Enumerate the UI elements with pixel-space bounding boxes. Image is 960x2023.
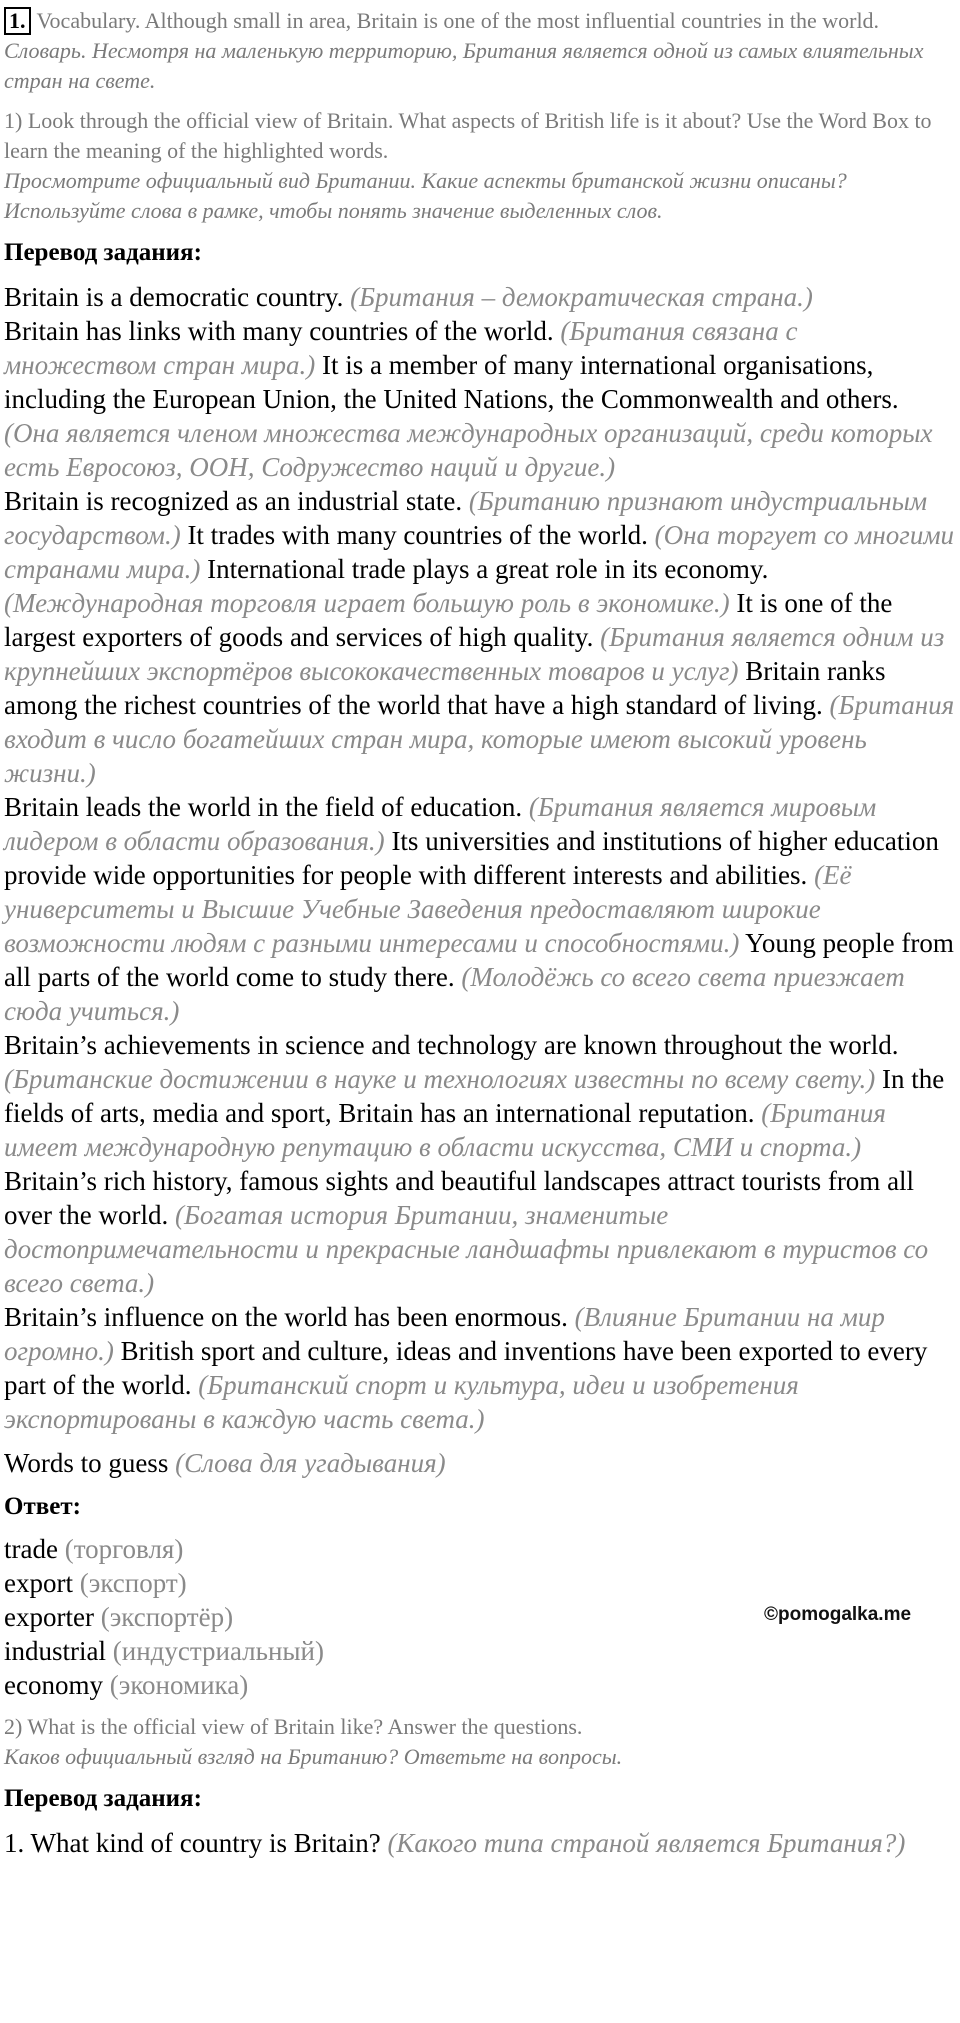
english-sentence: Britain’s influence on the world has been enormous.	[4, 1302, 575, 1332]
english-sentence: Its universities and institutions of higher education provide wide opportunities for people with different interests and abilities.	[4, 826, 939, 890]
russian-translation: (Молодёжь со всего света приезжает сюда учиться.)	[4, 962, 905, 1026]
answer-word-list	[4, 1532, 956, 1702]
russian-translation: (Британия является одним из крупнейших экспортёров высококачественных товаров и услуг)	[4, 622, 945, 686]
translated-text	[4, 280, 956, 1436]
paragraph	[4, 1164, 956, 1300]
part-1-russian: Просмотрите официальный вид Британии. Какие аспекты британской жизни описаны? Используйте слова в рамке, чтобы понять значение выделенных слов.	[4, 168, 847, 223]
english-sentence: Young people from all parts of the world come to study there.	[4, 928, 954, 992]
task-1-russian: Словарь. Несмотря на маленькую территорию, Британия является одной из самых влиятельных стран на свете.	[4, 38, 924, 93]
answer-word: trade (торговля)	[4, 1534, 184, 1564]
paragraph	[4, 280, 956, 314]
task-1-english: Vocabulary. Although small in area, Britain is one of the most influential countries in the world.	[36, 8, 880, 33]
english-sentence: Britain’s rich history, famous sights and beautiful landscapes attract tourists from all over the world.	[4, 1166, 915, 1230]
russian-translation: (Она торгует со многими странами мира.)	[4, 520, 955, 584]
russian-translation: (Британия входит в число богатейших стран мира, которые имеют высокий уровень жизни.)	[4, 690, 955, 788]
words-to-guess-line	[4, 1446, 956, 1480]
words-to-guess-english: Words to guess	[4, 1448, 176, 1478]
part-1-instruction	[4, 106, 956, 226]
answer-header: Ответ:	[4, 1493, 81, 1520]
english-sentence: Britain has links with many countries of the world.	[4, 316, 561, 346]
russian-translation: (Её университеты и Высшие Учебные Заведения предоставляют широкие возможности людям с разными интересами и способностями.)	[4, 860, 852, 958]
russian-translation: (Британские достижении в науке и технологиях известны по всему свету.)	[4, 1064, 876, 1094]
words-to-guess-russian: (Слова для угадывания)	[175, 1448, 446, 1478]
question-1-russian: (Какого типа страной является Британия?)	[387, 1828, 906, 1858]
question-1-english: 1. What kind of country is Britain?	[4, 1828, 388, 1858]
english-sentence: Britain is a democratic country.	[4, 282, 351, 312]
part-2-instruction	[4, 1712, 956, 1772]
part-1-english: 1) Look through the official view of Britain. What aspects of British life is it about? Use the Word Box to learn the meaning of the highlighted words.	[4, 108, 932, 163]
task-number: 1.	[4, 7, 31, 35]
english-sentence: British sport and culture, ideas and inventions have been exported to every part of the world.	[4, 1336, 928, 1400]
document-page	[4, 6, 956, 1860]
russian-translation: (Британия имеет международную репутацию в области искусства, СМИ и спорта.)	[4, 1098, 886, 1162]
russian-translation: (Влияние Британии на мир огромно.)	[4, 1302, 885, 1366]
answer-word: economy (экономика)	[4, 1670, 249, 1700]
english-sentence: It is a member of many international organisations, including the European Union, the United Nations, the Commonwealth and others.	[4, 350, 899, 414]
russian-translation: (Британию признают индустриальным государством.)	[4, 486, 928, 550]
english-sentence: In the fields of arts, media and sport, Britain has an international reputation.	[4, 1064, 945, 1128]
answer-word: export (экспорт)	[4, 1568, 187, 1598]
part-2-russian: Каков официальный взгляд на Британию? Ответьте на вопросы.	[4, 1744, 623, 1769]
translation-header-1: Перевод задания:	[4, 239, 202, 266]
english-sentence: It trades with many countries of the world.	[180, 520, 655, 550]
answer-word: industrial (индустриальный)	[4, 1636, 324, 1666]
english-sentence: Britain is recognized as an industrial state.	[4, 486, 469, 516]
question-1	[4, 1826, 956, 1860]
answer-word: exporter (экспортёр)	[4, 1602, 234, 1632]
english-sentence: Britain leads the world in the field of education.	[4, 792, 529, 822]
russian-translation: (Британия – демократическая страна.)	[350, 282, 813, 312]
russian-translation: (Британский спорт и культура, идеи и изобретения экспортированы в каждую часть света.)	[4, 1370, 799, 1434]
paragraph	[4, 484, 956, 790]
english-sentence: Britain ranks among the richest countries of the world that have a high standard of living.	[4, 656, 886, 720]
translation-header-2: Перевод задания:	[4, 1785, 202, 1812]
english-sentence: It is one of the largest exporters of goods and services of high quality.	[4, 588, 893, 652]
paragraph	[4, 790, 956, 1028]
russian-translation: (Международная торговля играет большую роль в экономике.)	[4, 588, 730, 618]
paragraph	[4, 1028, 956, 1164]
english-sentence: International trade plays a great role in its economy.	[200, 554, 769, 584]
english-sentence: Britain’s achievements in science and technology are known throughout the world.	[4, 1030, 899, 1060]
russian-translation: (Британия является мировым лидером в области образования.)	[4, 792, 877, 856]
russian-translation: (Она является членом множества международных организаций, среди которых есть Евросоюз, ООН, Содружество наций и другие.)	[4, 418, 933, 482]
watermark: ©pomogalka.me	[764, 1604, 912, 1625]
part-2-english: 2) What is the official view of Britain like? Answer the questions.	[4, 1714, 583, 1739]
russian-translation: (Богатая история Британии, знаменитые достопримечательности и прекрасные ландшафты привлекают в туристов со всего света.)	[4, 1200, 929, 1298]
task-1-instruction	[4, 6, 956, 96]
paragraph	[4, 1300, 956, 1436]
russian-translation: (Британия связана с множеством стран мира.)	[4, 316, 798, 380]
paragraph	[4, 314, 956, 484]
